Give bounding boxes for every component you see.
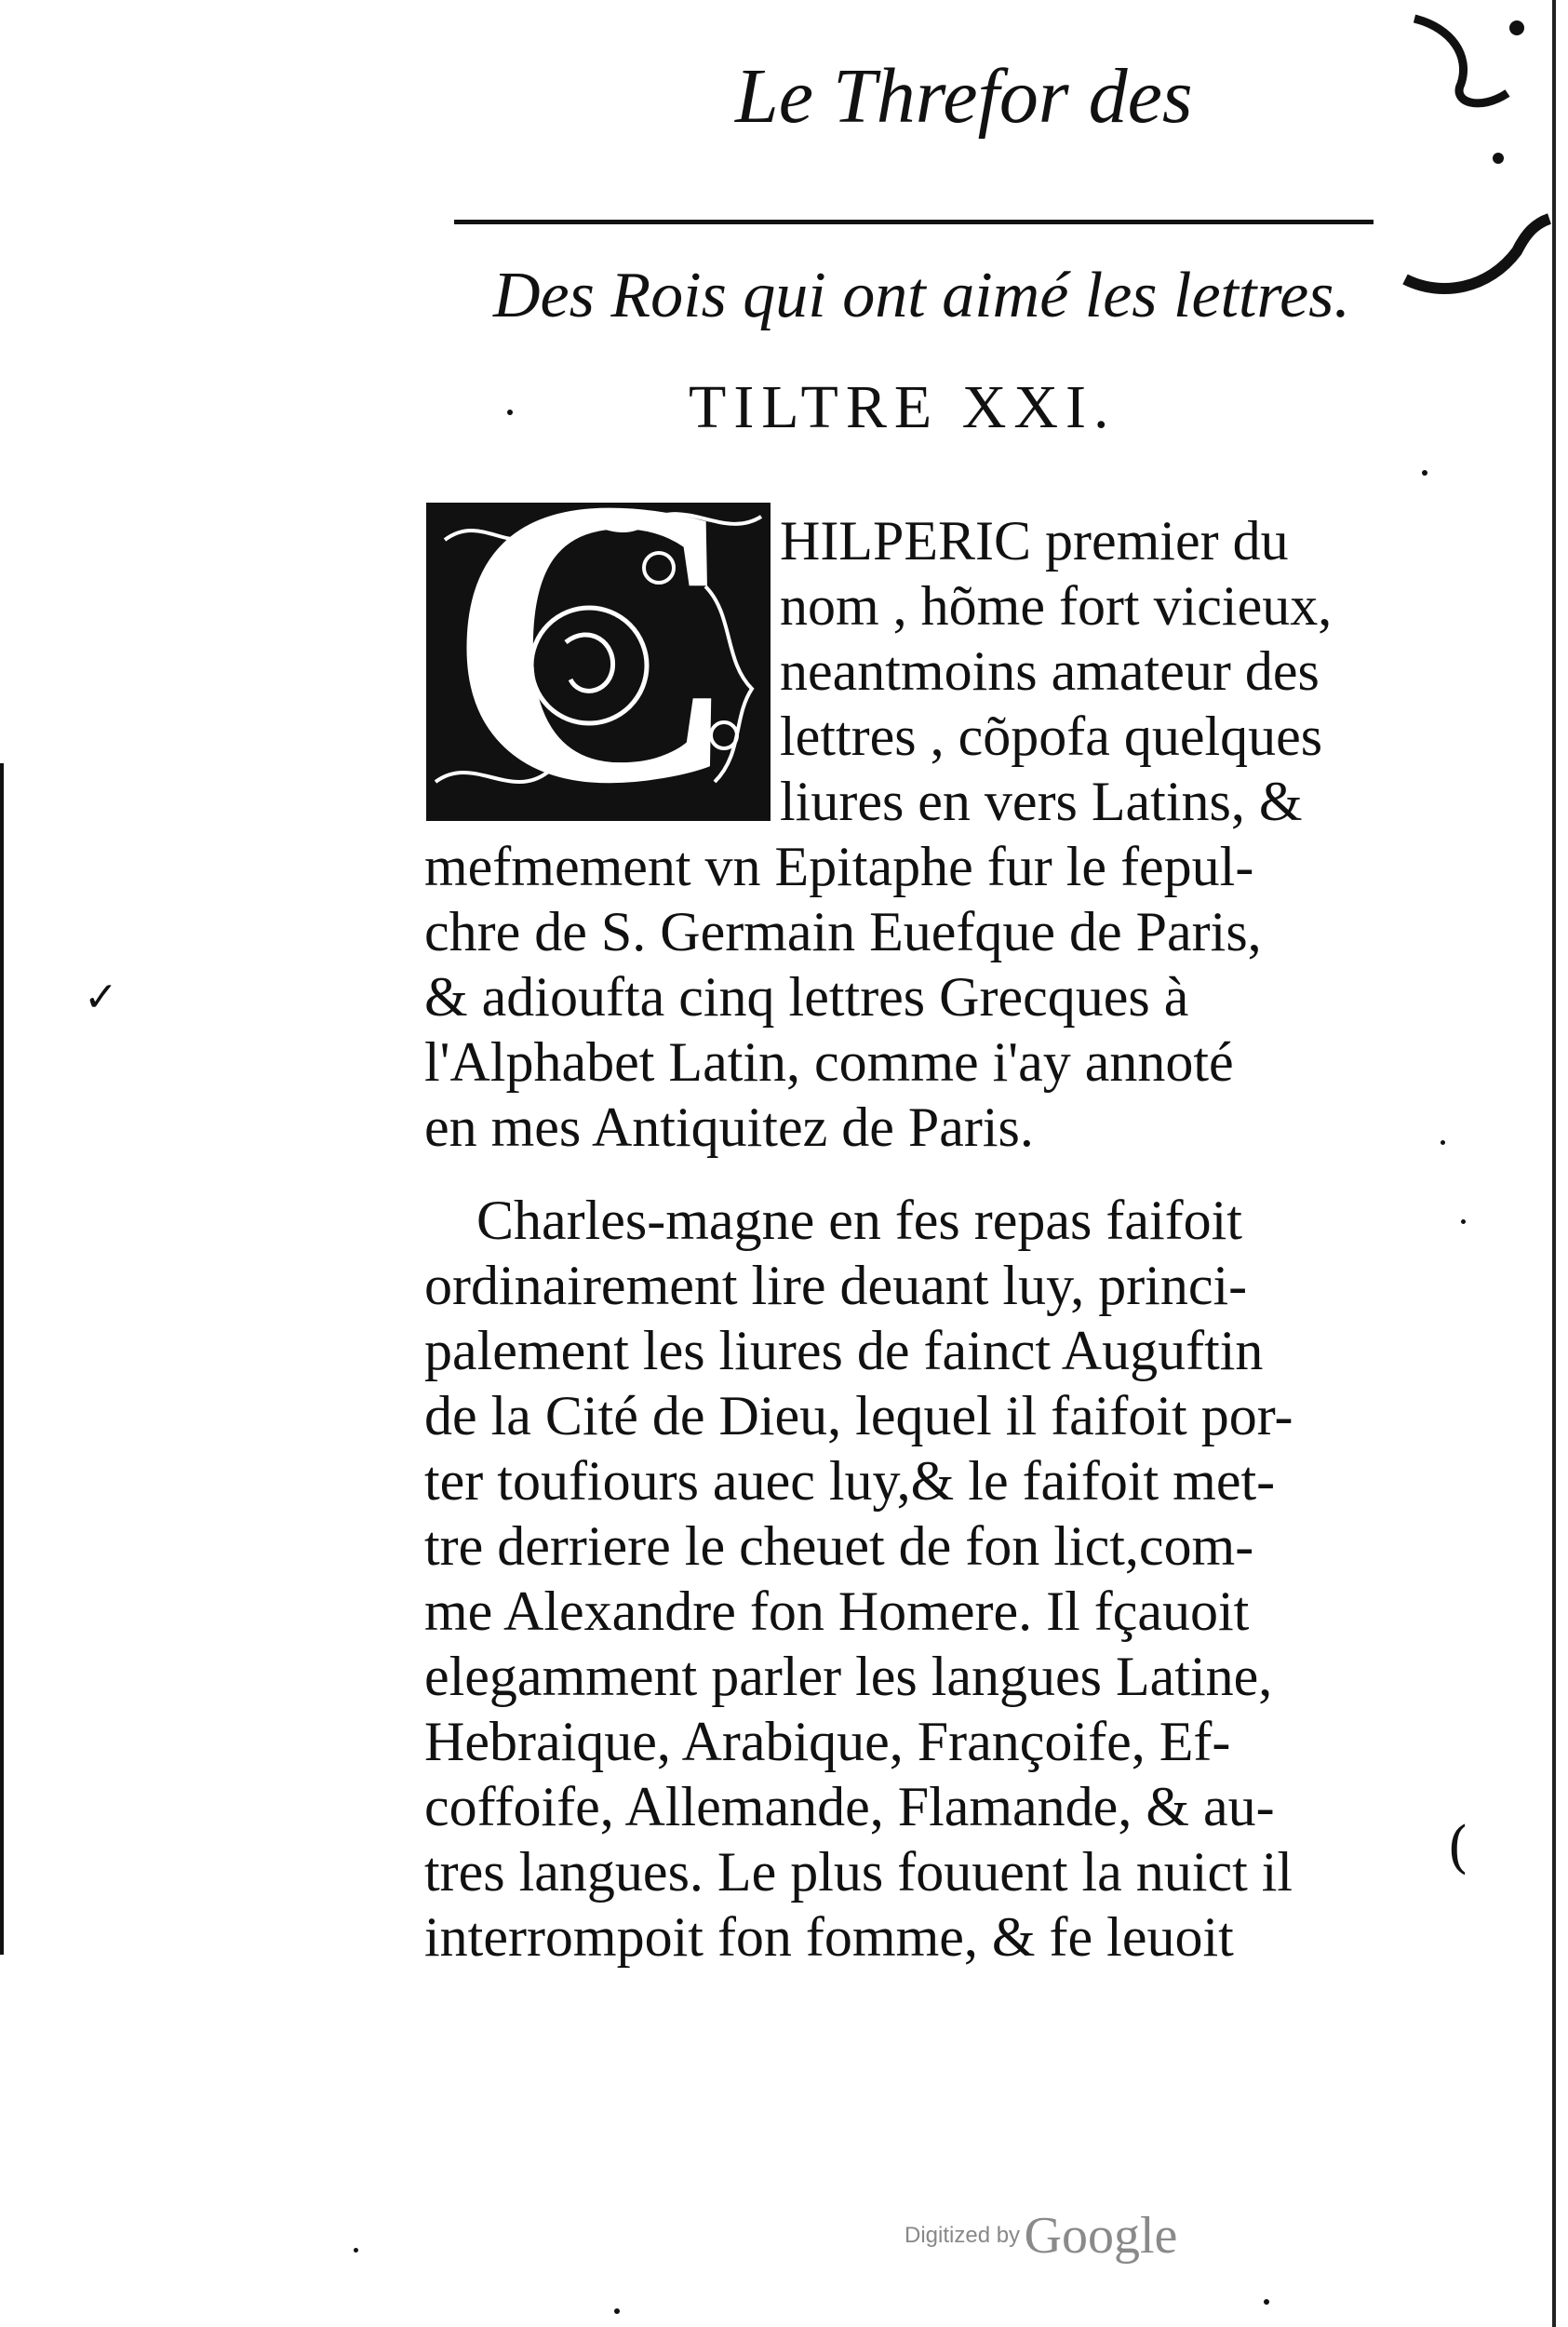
ink-speck [1264, 2299, 1269, 2305]
text-line: ter toufiours auec luy,& le faifoit met- [424, 1450, 1276, 1512]
ink-speck [1441, 1140, 1445, 1145]
decorated-initial [426, 503, 771, 821]
page-left-edge [0, 763, 4, 1955]
text-line: Hebraique, Arabique, Françoife, Ef- [424, 1711, 1231, 1772]
margin-check-mark: ✓ [84, 974, 118, 1021]
text-line: me Alexandre fon Homere. Il fçauoit [424, 1580, 1250, 1642]
text-line: elegamment parler les langues Latine, [424, 1646, 1273, 1707]
text-line: HILPERIC premier du [780, 510, 1289, 572]
watermark-prefix: Digitized by [905, 2223, 1021, 2248]
text-line: tre derriere le cheuet de fon lict,com- [424, 1515, 1254, 1577]
titre-heading: TILTRE XXI. [689, 373, 1117, 441]
binding-stitch-ornament [1387, 0, 1554, 335]
ink-speck [507, 410, 513, 415]
ink-speck [1422, 470, 1427, 476]
initial-letter: C [447, 503, 743, 821]
text-line: coffoife, Allemande, Flamande, & au- [424, 1776, 1275, 1837]
header-rule [454, 220, 1374, 224]
google-logo: Google [1024, 2207, 1178, 2265]
running-header: Le Threfor des [735, 53, 1193, 140]
text-line: liures en vers Latins, & [780, 771, 1303, 832]
text-line: l'Alphabet Latin, comme i'ay annoté [424, 1031, 1234, 1093]
text-line: en mes Antiquitez de Paris. [424, 1096, 1034, 1158]
text-line: neantmoins amateur des [780, 640, 1320, 702]
text-line: nom , hõme fort vicieux, [780, 575, 1333, 637]
text-line: chre de S. Germain Euefque de Paris, [424, 901, 1262, 962]
ink-speck [1461, 1219, 1466, 1224]
text-line: palement les liures de fainct Auguftin [424, 1320, 1264, 1381]
text-line: ordinairement lire deuant luy, princi- [424, 1255, 1248, 1316]
text-line: & adioufta cinq lettres Grecques à [424, 966, 1189, 1028]
digitized-watermark [905, 2206, 1221, 2265]
page-right-edge [1552, 0, 1556, 2327]
ink-speck [614, 2308, 620, 2314]
text-line: de la Cité de Dieu, lequel il faifoit por- [424, 1385, 1293, 1446]
text-line: Charles-magne en fes repas faifoit [476, 1190, 1242, 1251]
margin-bracket-mark: ( [1447, 1815, 1469, 1880]
text-line: lettres , cõpofa quelques [780, 706, 1323, 767]
text-line: interrompoit fon fomme, & fe leuoit [424, 1906, 1234, 1968]
ink-speck [354, 2248, 358, 2253]
text-line: tres langues. Le plus fouuent la nuict il [424, 1841, 1293, 1903]
section-title: Des Rois qui ont aimé les lettres. [493, 260, 1350, 331]
text-line: mefmement vn Epitaphe fur le fepul- [424, 836, 1254, 897]
